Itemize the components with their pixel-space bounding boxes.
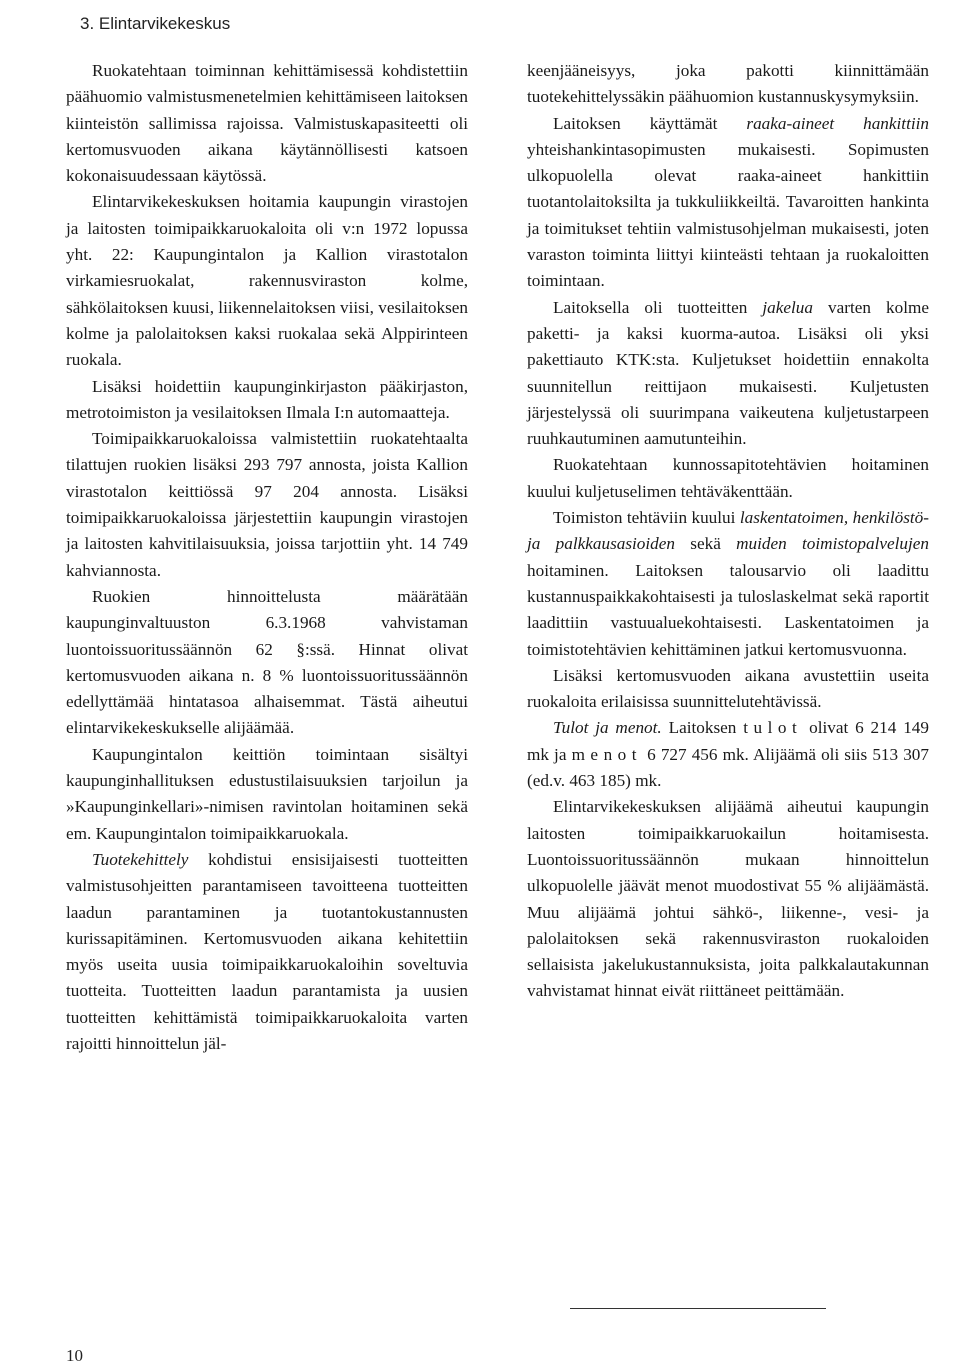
left-column — [66, 58, 468, 1057]
italic-term: Tuotekehittely — [92, 849, 189, 869]
paragraph-text: Laitoksen — [661, 718, 744, 738]
italic-term: laskentatoimen, henkilöstö- ja palkkausasioiden — [527, 508, 930, 554]
paragraph: Ruokatehtaan toiminnan kehittämisessä kohdistettiin päähuomio valmistusmenetelmien kehittämiseen laitoksen kiinteistön sallimissa rajoissa. Valmistuskapasiteetti oli kertomusvuoden aikana käytännöllisesti katsoen kokonaisuudessaan käytössä. — [66, 61, 468, 186]
section-header: 3. Elintarvikekeskus — [80, 14, 231, 33]
paragraph-text: kohdistui ensisijaisesti tuotteitten valmistusohjeitten parantamiseen tavoitteena tuotteitten laadun parantaminen ja tuotantokustannusten kurissapitäminen. Kertomusvuoden aikana kehitettiin myös useita uusia toimipaikkaruokaloihin soveltuvia tuotteita. Tuotteitten laadun parantamista ja uusien tuotteitten kehittämistä toimipaikkaruokaloita varten rajoitti hinnoittelun jäl- — [66, 849, 468, 1053]
paragraph-text: Laitoksella oli tuotteitten — [553, 297, 763, 317]
right-column — [527, 58, 929, 1005]
paragraph: Elintarvikekeskuksen hoitamia kaupungin virastojen ja laitosten toimipaikkaruokaloita oli v:n 1972 lopussa yht. 22: Kaupungintalon ja Kallion virastotalon virkamiesruokalat, rakennusviraston kolme, sähkölaitoksen kuusi, liikennelaitoksen viisi, vesilaitoksen kolme ja palolaitoksen kaksi ruokalaa sekä Alppirinteen ruokala. — [66, 192, 468, 370]
italic-term: raaka-aineet hankittiin — [746, 113, 930, 133]
spaced-word: tulot — [743, 718, 803, 738]
paragraph: Kaupungintalon keittiön toimintaan sisältyi kaupunginhallituksen edustustilaisuuksien tarjoilun ja »Kaupunginkellari»-nimisen ravintolan hoitaminen sekä em. Kaupungintalon toimipaikkaruokala. — [66, 744, 468, 843]
paragraph-text: yhteishankintasopimusten mukaisesti. Sopimusten ulkopuolella olevat raaka-aineet hankittiin tuotantolaitoksilta ja tukkuliikkeiltä. Tavaroitten hankinta ja toimitukset tehtiin valmistusohjelman mukaisesti, joten varaston toiminta liittyi kiinteästi tehtaan ja ruokaloitten toimintaan. — [527, 139, 929, 291]
paragraph-text: varten kolme paketti- ja kaksi kuorma-autoa. Lisäksi oli yksi pakettiauto KTK:sta. Kuljetukset hoidettiin ennakolta suunnitellun reittijaon mukaisesti. Kuljetusten järjestelyssä oli suurimpana vaikeutena kuljetustarpeen ruuhkautuminen aamutunteihin. — [527, 297, 929, 449]
paragraph — [527, 295, 929, 453]
italic-term: muiden toimistopalvelujen — [736, 534, 929, 554]
paragraph — [66, 847, 468, 1057]
paragraph-text: Laitoksen käyttämät — [553, 113, 747, 133]
spaced-word: menot — [571, 744, 643, 764]
paragraph: Toimipaikkaruokaloissa valmistettiin ruokatehtaalta tilattujen ruokien lisäksi 293 797 annosta, joista Kallion virastotalon keittiössä 97 204 annosta. Lisäksi toimipaikkaruokaloissa järjestettiin kaupungin virastojen ja laitosten kahvitilaisuuksia, joissa tarjottiin yht. 14 749 kahviannosta. — [66, 429, 468, 580]
paragraph: Elintarvikekeskuksen alijäämä aiheutui kaupungin laitosten toimipaikkaruokailun hoitamisesta. Luontoissuoritussäännön mukaan hinnoittelun ulkopuolelle jäävät menot muodostivat 55 % alijäämästä. Muu alijäämä johtui sähkö-, liikenne-, vesi- ja palolaitoksen sekä rakennusviraston ruokaloiden sellaisista jakelukustannuksista, joita palkkalautakunnan vahvistamat hinnat eivät riittäneet peittämään. — [527, 797, 929, 1001]
paragraph-text: Toimiston tehtäviin kuului — [553, 508, 740, 528]
paragraph-text: olivat 6 214 149 mk ja — [527, 718, 929, 764]
paragraph — [527, 111, 929, 295]
paragraph-text: hoitaminen. Laitoksen talousarvio oli laadittu kustannuspaikkakohtaisesti ja tuloslaskelmat sekä raportit laadittiin vastuualuekohtaisesti. Laskentatoimen ja toimistotehtävien kehittäminen jatkui kertomusvuonna. — [527, 560, 929, 659]
footnote-rule — [570, 1308, 826, 1309]
paragraph: Ruokatehtaan kunnossapitotehtävien hoitaminen kuului kuljetuselimen tehtäväkenttään. — [527, 455, 929, 501]
paragraph: Ruokien hinnoittelusta määrätään kaupunginvaltuuston 6.3.1968 vahvistaman luontoissuoritussäännön 62 §:ssä. Hinnat olivat kertomusvuoden aikana n. 8 % luontoissuoritussäännön edellyttämää hintatasoa alhaisemmat. Tästä aiheutui elintarvikekeskukselle alijäämää. — [66, 586, 468, 738]
paragraph-text: sekä — [675, 534, 737, 554]
paragraph — [527, 505, 929, 663]
paragraph-text: 6 727 456 mk. Alijäämä oli siis 513 307 (ed.v. 463 185) mk. — [527, 744, 929, 791]
paragraph — [527, 715, 929, 794]
paragraph: keenjääneisyys, joka pakotti kiinnittämään tuotekehittelyssäkin päähuomion kustannuskysymyksiin. — [527, 61, 929, 107]
paragraph: Lisäksi hoidettiin kaupunginkirjaston pääkirjaston, metrotoimiston ja vesilaitoksen Ilmala I:n automaatteja. — [66, 376, 468, 422]
italic-term: jakelua — [762, 297, 813, 317]
page-number: 10 — [66, 1346, 83, 1365]
paragraph: Lisäksi kertomusvuoden aikana avustettiin useita ruokaloita erilaisissa suunnittelutehtävissä. — [527, 665, 929, 712]
italic-term: Tulot ja menot. — [553, 718, 662, 738]
